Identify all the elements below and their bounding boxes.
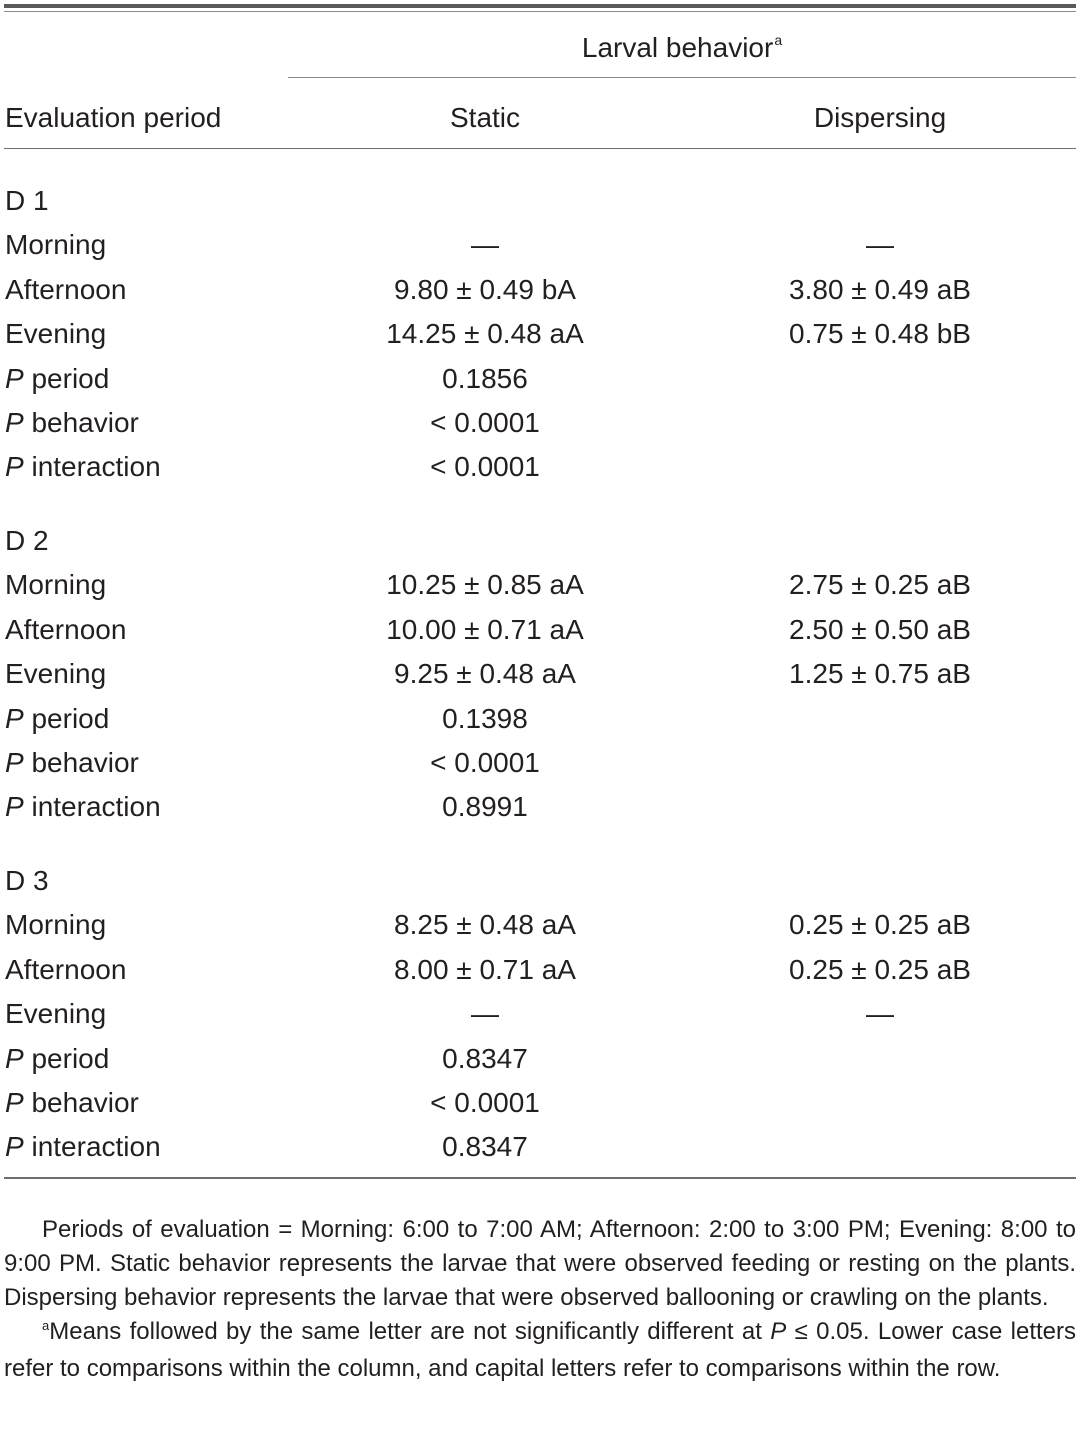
- p-symbol: P: [5, 451, 24, 483]
- stat-name: interaction: [31, 451, 161, 483]
- span-header-label: Larval behavior: [581, 32, 774, 63]
- p-symbol: P: [5, 407, 24, 438]
- static-value: 8.25 ± 0.48 aA: [394, 909, 576, 941]
- period-label: Afternoon: [5, 953, 127, 985]
- dispersing-value: 0.25 ± 0.25 aB: [789, 909, 971, 941]
- dispersing-value: 3.80 ± 0.49 aB: [789, 273, 971, 305]
- stat-name: interaction: [31, 1131, 161, 1163]
- stat-value: < 0.0001: [430, 451, 540, 483]
- p-symbol: P: [5, 1042, 24, 1074]
- static-value: 8.00 ± 0.71 aA: [394, 953, 576, 985]
- static-value: 10.00 ± 0.71 aA: [386, 613, 584, 645]
- dispersing-value: 2.75 ± 0.25 aB: [789, 569, 971, 601]
- stat-name: period: [31, 362, 110, 394]
- notes-paragraph: Periods of evaluation = Morning: 6:00 to 7:00 AM; Afternoon: 2:00 to 3:00 PM; Evening: 8:00 to 9:00 PM. Static behavior represents the larvae that were observed feeding or resting on the plants. Dispersing behavior represents the larvae that were observed ballooning or crawling on the plants.: [4, 1216, 1076, 1311]
- table-notes: [4, 1213, 1076, 1386]
- static-value: —: [471, 229, 499, 261]
- p-symbol: P: [5, 747, 24, 778]
- static-value: 10.25 ± 0.85 aA: [386, 569, 584, 601]
- dispersing-value: 0.75 ± 0.48 bB: [789, 318, 971, 350]
- group-title: D 1: [5, 185, 49, 216]
- period-label: Afternoon: [5, 273, 127, 305]
- p-symbol: P: [5, 702, 24, 734]
- stat-label: [5, 1086, 139, 1120]
- stat-label: [5, 406, 139, 440]
- period-label: Evening: [5, 998, 107, 1030]
- column-span-rule: [288, 77, 1076, 78]
- group-title: D 2: [5, 525, 49, 556]
- p-symbol: P: [5, 1087, 24, 1118]
- span-header-footnote-mark: a: [774, 32, 783, 48]
- stat-value: < 0.0001: [430, 407, 540, 438]
- dispersing-value: 1.25 ± 0.75 aB: [789, 658, 971, 690]
- column-span-header: [582, 31, 782, 69]
- static-value: 9.80 ± 0.49 bA: [394, 273, 576, 305]
- p-symbol: P: [5, 362, 24, 394]
- period-label: Morning: [5, 569, 107, 601]
- group-title: D 3: [5, 865, 49, 896]
- dispersing-value: —: [866, 229, 894, 261]
- stat-name: period: [31, 702, 110, 734]
- stat-label: [5, 790, 161, 824]
- table-top-rule: [4, 4, 1076, 8]
- stat-label: [5, 746, 139, 780]
- dispersing-value: 0.25 ± 0.25 aB: [789, 953, 971, 985]
- period-label: Evening: [5, 318, 107, 350]
- dispersing-value: 2.50 ± 0.50 aB: [789, 613, 971, 645]
- stat-value: < 0.0001: [430, 747, 540, 778]
- stat-value: 0.8347: [442, 1042, 528, 1074]
- stat-name: interaction: [31, 791, 161, 823]
- stat-name: behavior: [31, 1087, 139, 1118]
- footnote-a: [4, 1315, 1076, 1386]
- period-label: Morning: [5, 909, 107, 941]
- stat-label: [5, 362, 109, 396]
- row-header-label: Evaluation period: [5, 102, 222, 133]
- stat-value: 0.1856: [442, 362, 528, 394]
- footnote-p-symbol: P: [770, 1318, 787, 1345]
- column-header-dispersing: Dispersing: [813, 102, 947, 133]
- table-bottom-rule: [4, 1177, 1076, 1179]
- stat-name: behavior: [31, 747, 139, 778]
- period-label: Afternoon: [5, 613, 127, 645]
- stat-value: 0.8991: [442, 791, 528, 823]
- p-symbol: P: [5, 1131, 24, 1163]
- period-label: Evening: [5, 658, 107, 690]
- column-header-static: Static: [449, 102, 521, 133]
- stat-label: [5, 450, 161, 484]
- stat-value: 0.1398: [442, 702, 528, 734]
- footnote-mark: a: [42, 1318, 50, 1333]
- static-value: 14.25 ± 0.48 aA: [386, 318, 584, 350]
- stat-label: [5, 1042, 109, 1076]
- stat-label: [5, 702, 109, 736]
- p-symbol: P: [5, 791, 24, 823]
- stat-label: [5, 1130, 161, 1164]
- static-value: 9.25 ± 0.48 aA: [394, 658, 576, 690]
- dispersing-value: —: [866, 998, 894, 1030]
- table-header-rule: [4, 148, 1076, 149]
- footnote-text-end: ≤ 0.05. Lower case letters refer to comparisons within the column, and capital letters refer to comparisons within the row.: [4, 1318, 1076, 1382]
- period-label: Morning: [5, 229, 107, 261]
- static-value: —: [471, 998, 499, 1030]
- stat-name: period: [31, 1042, 110, 1074]
- footnote-text-start: Means followed by the same letter are not significantly different at: [49, 1318, 771, 1345]
- stat-value: 0.8347: [442, 1131, 528, 1163]
- stat-value: < 0.0001: [430, 1087, 540, 1118]
- table-top-rule-thin: [4, 11, 1076, 12]
- stat-name: behavior: [31, 407, 139, 438]
